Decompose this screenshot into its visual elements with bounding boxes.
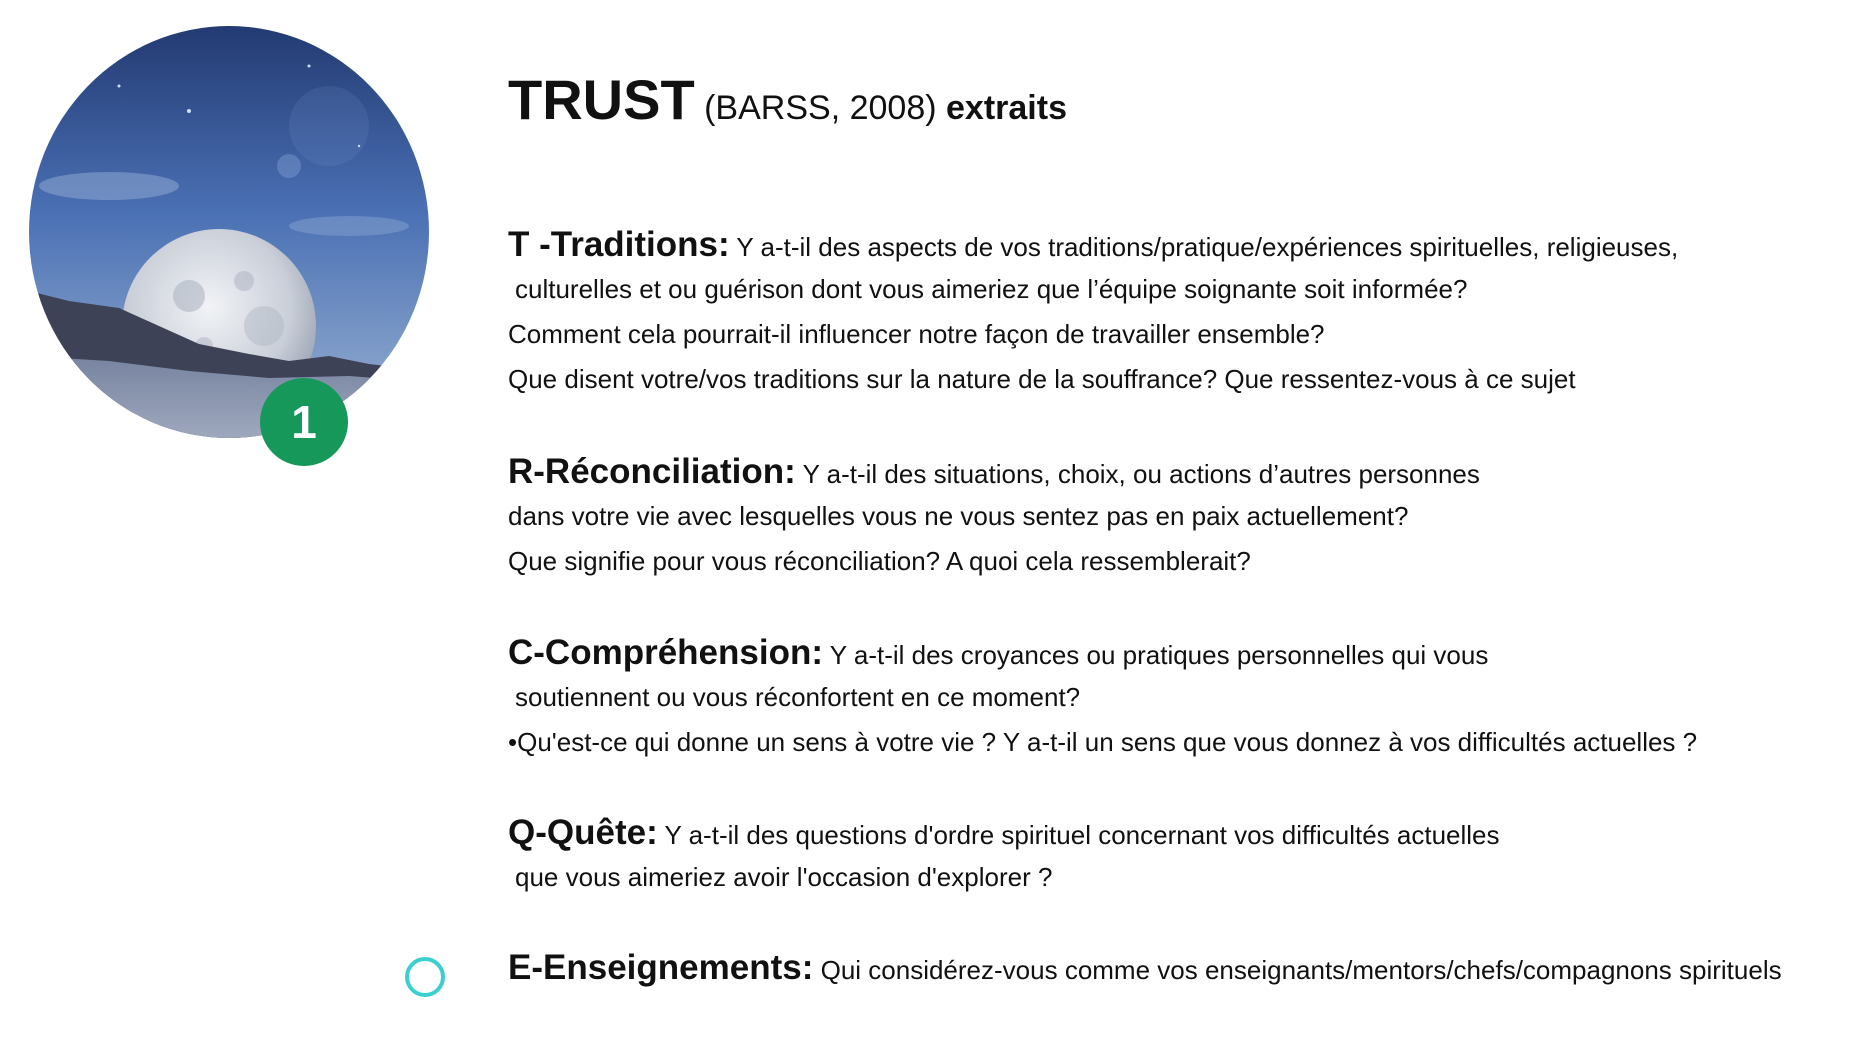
section-line [508, 630, 1838, 675]
section-line: soutiennent ou vous réconfortent en ce moment? [515, 682, 1081, 712]
section-line [508, 222, 1838, 267]
section-line: Que disent votre/vos traditions sur la nature de la souffrance? Que ressentez-vous à ce sujet [508, 364, 1576, 394]
moon-landscape-photo [29, 26, 429, 438]
section-reconciliation [508, 449, 1838, 584]
section-text: Y a-t-il des situations, choix, ou actions d’autres personnes [802, 459, 1480, 489]
section-quete [508, 810, 1838, 900]
moon-landscape-image [29, 26, 429, 438]
section-line [508, 810, 1838, 855]
title-main: TRUST [508, 68, 695, 131]
section-line: culturelles et ou guérison dont vous aimeriez que l’équipe soignante soit informée? [515, 274, 1468, 304]
section-line: Que signifie pour vous réconciliation? A quoi cela ressemblerait? [508, 546, 1251, 576]
section-heading: Q-Quête: [508, 813, 658, 852]
slide-number-badge: 1 [260, 378, 348, 466]
section-line [508, 449, 1838, 494]
section-traditions [508, 222, 1838, 402]
section-line: Comment cela pourrait-il influencer notre façon de travailler ensemble? [508, 319, 1325, 349]
section-comprehension [508, 630, 1838, 765]
section-text: Qui considérez-vous comme vos enseignants/mentors/chefs/compagnons spirituels [820, 955, 1782, 985]
section-line: •Qu'est-ce qui donne un sens à votre vie ? Y a-t-il un sens que vous donnez à vos difficultés actuelles ? [508, 727, 1698, 757]
section-text: Y a-t-il des questions d'ordre spirituel concernant vos difficultés actuelles [664, 820, 1500, 850]
section-line [508, 945, 1838, 990]
section-text: Y a-t-il des croyances ou pratiques personnelles qui vous [829, 640, 1489, 670]
section-text: Y a-t-il des aspects de vos traditions/pratique/expériences spirituelles, religieuses, [736, 232, 1679, 262]
section-line: que vous aimeriez avoir l'occasion d'explorer ? [515, 862, 1053, 892]
page-title [508, 70, 1067, 138]
section-heading: R-Réconciliation: [508, 452, 796, 491]
section-line: dans votre vie avec lesquelles vous ne vous sentez pas en paix actuellement? [508, 501, 1409, 531]
circle-bullet-icon [405, 957, 445, 997]
title-citation: (BARSS, 2008) [704, 89, 937, 127]
section-heading: C-Compréhension: [508, 633, 823, 672]
section-heading: E-Enseignements: [508, 948, 814, 987]
section-enseignements [508, 945, 1838, 990]
section-heading: T -Traditions: [508, 225, 730, 264]
title-suffix: extraits [946, 89, 1067, 127]
